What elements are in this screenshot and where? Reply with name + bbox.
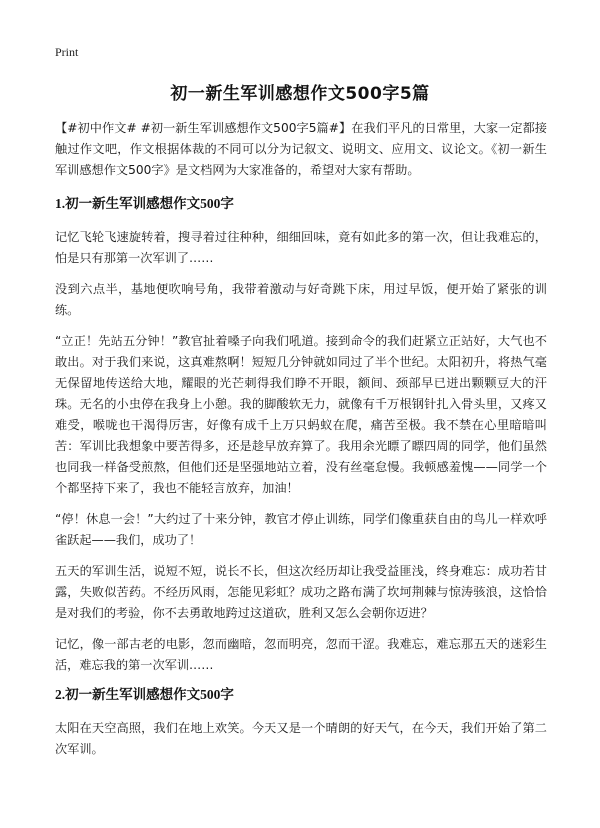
- article-body: [55, 118, 547, 770]
- paragraph: 记忆飞轮飞速旋转着，搜寻着过往种种，细细回味，竟有如此多的第一次，但让我难忘的，怕是只有那第一次军训了……: [55, 230, 547, 265]
- paragraph: 太阳在天空高照，我们在地上欢笑。今天又是一个晴朗的好天气，在今天，我们开始了第二次军训。: [55, 721, 547, 756]
- paragraph: 五天的军训生活，说短不短，说长不长，但这次经历却让我受益匪浅，终身难忘：成功若甘露，失败似苦药。不经历风雨，怎能见彩虹？成功之路布满了坎坷荆棘与惊涛骇浪，这恰恰是对我们的考验，你不去勇敢地跨过这道砍，胜利又怎么会朝你迈进？: [55, 564, 547, 620]
- section-heading: 2.初一新生军训感想作文500字: [55, 687, 234, 702]
- paragraph: 没到六点半，基地便吹响号角，我带着激动与好奇跳下床，用过早饭，便开始了紧张的训练。: [55, 282, 547, 317]
- paragraph: “停！休息一会！”大约过了十来分钟，教官才停止训练，同学们像重获自由的鸟儿一样欢呼雀跃起——我们，成功了！: [55, 512, 547, 547]
- paragraph: “立正！先站五分钟！”教官扯着嗓子向我们吼道。接到命令的我们赶紧立正站好，大气也不敢出。对于我们来说，这真难熬啊！短短几分钟就如同过了半个世纪。太阳初升，将热气毫无保留地传送给大地，耀眼的光芒刺得我们睁不开眼，额间、颈部早已迸出颗颗豆大的汗珠。无名的小虫停在我身上小憩。我的脚酸软无力，就像有千万根钢针扎入骨头里，又疼又难受，喉咙也干渴得厉害，好像有成千上万只蚂蚁在爬，痛苦至极。我不禁在心里暗暗叫苦：军训比我想象中要苦得多，还是趁早放弃算了。我用余光瞟了瞟四周的同学，他们虽然也同我一样备受煎熬，但他们还是坚强地站立着，没有丝毫怠慢。我顿感羞愧——同学一个个都坚持下来了，我也不能轻言放弃，加油！: [55, 334, 547, 495]
- intro-paragraph: 【#初中作文# #初一新生军训感想作文500字5篇#】在我们平凡的日常里，大家一定都接触过作文吧，作文根据体裁的不同可以分为记叙文、说明文、应用文、议论文。《初一新生军训感想作文500字》是文档网为大家准备的，希望对大家有帮助。: [55, 121, 547, 177]
- page-title: 初一新生军训感想作文500字5篇: [170, 84, 430, 104]
- paragraph: 记忆，像一部古老的电影，忽而幽暗，忽而明亮，忽而干涩。我难忘，难忘那五天的迷彩生活，难忘我的第一次军训……: [55, 637, 547, 672]
- section-heading: 1.初一新生军训感想作文500字: [55, 196, 234, 211]
- print-label: Print: [55, 45, 79, 59]
